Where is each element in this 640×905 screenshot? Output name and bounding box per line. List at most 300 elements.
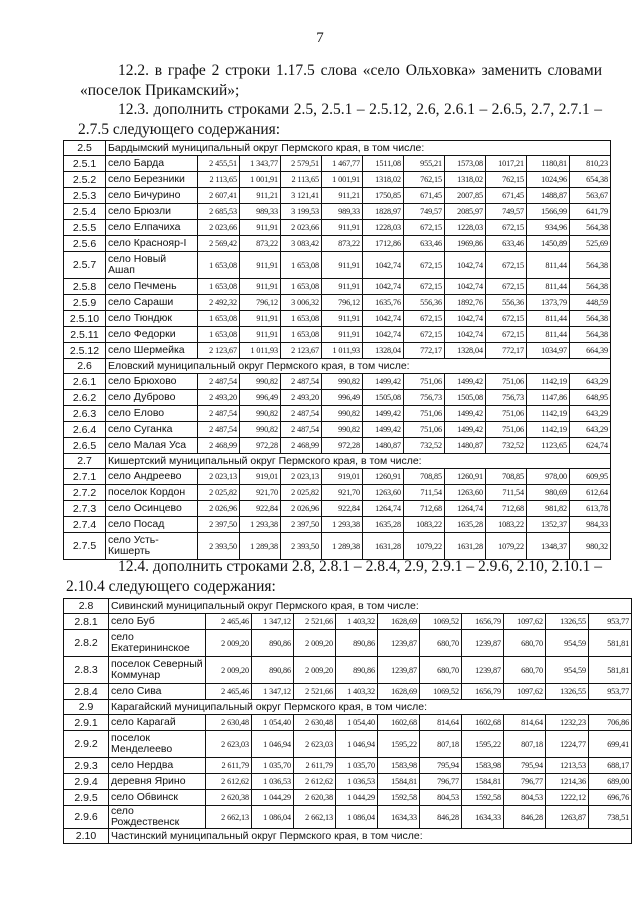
tariff-value: 873,22 bbox=[240, 236, 281, 252]
tariff-value: 564,38 bbox=[570, 220, 611, 236]
tariff-value: 911,21 bbox=[240, 188, 281, 204]
tariff-value: 2 630,48 bbox=[294, 715, 336, 731]
settlement-name: село Усть-Кишерть bbox=[106, 533, 198, 560]
tariff-value: 953,77 bbox=[589, 684, 632, 700]
table-row bbox=[64, 422, 611, 438]
paragraph-line: 12.2. в графе 2 строки 1.17.5 слова «село Ольховка» заменить словами bbox=[118, 62, 602, 79]
settlement-name: село Сива bbox=[109, 684, 206, 700]
tariff-value: 749,57 bbox=[404, 204, 445, 220]
tariff-value: 981,82 bbox=[527, 501, 570, 517]
tariff-value: 1499,42 bbox=[363, 406, 404, 422]
row-code: 2.9.3 bbox=[64, 758, 109, 774]
tariff-value: 1142,19 bbox=[527, 374, 570, 390]
tariff-value: 954,59 bbox=[546, 657, 589, 684]
tariff-value: 689,00 bbox=[589, 774, 632, 790]
tariff-value: 1 653,08 bbox=[198, 327, 240, 343]
table-row bbox=[64, 715, 632, 731]
tariff-value: 2 579,51 bbox=[281, 156, 322, 172]
row-code: 2.8.2 bbox=[64, 630, 109, 657]
tariff-value: 873,22 bbox=[322, 236, 363, 252]
tariff-value: 1142,19 bbox=[527, 422, 570, 438]
tariff-value: 671,45 bbox=[486, 188, 527, 204]
tariff-value: 1 467,77 bbox=[322, 156, 363, 172]
tariff-value: 953,77 bbox=[589, 614, 632, 630]
tariff-value: 2 123,67 bbox=[281, 343, 322, 359]
tariff-value: 846,28 bbox=[420, 806, 462, 829]
tariff-value: 3 199,53 bbox=[281, 204, 322, 220]
tariff-value: 1097,62 bbox=[504, 614, 546, 630]
district-header-row bbox=[64, 700, 632, 715]
tariff-value: 796,12 bbox=[240, 295, 281, 311]
tariff-value: 612,64 bbox=[570, 485, 611, 501]
tariff-value: 934,96 bbox=[527, 220, 570, 236]
row-code: 2.5.3 bbox=[64, 188, 106, 204]
tariff-value: 1 347,12 bbox=[252, 684, 294, 700]
tariff-value: 1595,22 bbox=[378, 731, 420, 758]
tariff-value: 1239,87 bbox=[462, 657, 504, 684]
tariff-value: 2 025,82 bbox=[281, 485, 322, 501]
tariff-value: 1499,42 bbox=[445, 406, 486, 422]
row-code: 2.7 bbox=[64, 454, 106, 469]
settlement-name: поселок Кордон bbox=[106, 485, 198, 501]
tariff-value: 751,06 bbox=[486, 374, 527, 390]
table-row bbox=[64, 172, 611, 188]
tariff-value: 1373,79 bbox=[527, 295, 570, 311]
district-header: Еловский муниципальный округ Пермского края, в том числе: bbox=[106, 359, 611, 374]
tariff-value: 708,85 bbox=[486, 469, 527, 485]
tariff-value: 2 465,46 bbox=[206, 614, 252, 630]
tariff-value: 680,70 bbox=[420, 630, 462, 657]
tariff-value: 2 468,99 bbox=[198, 438, 240, 454]
table-row bbox=[64, 790, 632, 806]
settlement-name: село Федорки bbox=[106, 327, 198, 343]
settlement-name: село Рождественск bbox=[109, 806, 206, 829]
tariff-value: 996,49 bbox=[322, 390, 363, 406]
row-code: 2.5.10 bbox=[64, 311, 106, 327]
tariff-value: 1263,60 bbox=[445, 485, 486, 501]
tariff-value: 890,86 bbox=[336, 657, 378, 684]
settlement-name: село Суганка bbox=[106, 422, 198, 438]
tariff-value: 3 121,41 bbox=[281, 188, 322, 204]
tariff-value: 564,38 bbox=[570, 311, 611, 327]
tariff-value: 911,91 bbox=[322, 252, 363, 279]
table-row bbox=[64, 758, 632, 774]
tariff-value: 1180,81 bbox=[527, 156, 570, 172]
tariff-value: 643,29 bbox=[570, 374, 611, 390]
tariff-value: 1499,42 bbox=[363, 374, 404, 390]
table-row bbox=[64, 684, 632, 700]
row-code: 2.6.5 bbox=[64, 438, 106, 454]
table-row bbox=[64, 327, 611, 343]
tariff-value: 1592,58 bbox=[462, 790, 504, 806]
tariff-value: 564,38 bbox=[570, 279, 611, 295]
tariff-value: 1 001,91 bbox=[322, 172, 363, 188]
tariff-value: 1 086,04 bbox=[252, 806, 294, 829]
tariff-value: 2 009,20 bbox=[294, 630, 336, 657]
tariff-value: 1079,22 bbox=[404, 533, 445, 560]
row-code: 2.6.3 bbox=[64, 406, 106, 422]
tariff-value: 1318,02 bbox=[363, 172, 404, 188]
tariff-value: 2 487,54 bbox=[281, 374, 322, 390]
tariff-value: 1228,03 bbox=[363, 220, 404, 236]
tariff-value: 1480,87 bbox=[445, 438, 486, 454]
settlement-name: село Брюзли bbox=[106, 204, 198, 220]
table-row bbox=[64, 517, 611, 533]
tariff-value: 1 343,77 bbox=[240, 156, 281, 172]
tariff-value: 990,82 bbox=[322, 406, 363, 422]
tariff-value: 772,17 bbox=[486, 343, 527, 359]
tariff-value: 911,91 bbox=[322, 220, 363, 236]
tariff-value: 633,46 bbox=[486, 236, 527, 252]
tariff-value: 1 653,08 bbox=[198, 311, 240, 327]
row-code: 2.5.8 bbox=[64, 279, 106, 295]
tariff-value: 1499,42 bbox=[445, 374, 486, 390]
tariff-value: 556,36 bbox=[404, 295, 445, 311]
settlement-name: село Осинцево bbox=[106, 501, 198, 517]
tariff-value: 1 054,40 bbox=[336, 715, 378, 731]
district-header: Частинский муниципальный округ Пермского края, в том числе: bbox=[109, 829, 632, 844]
tariff-value: 751,06 bbox=[404, 422, 445, 438]
tariff-value: 1 403,32 bbox=[336, 614, 378, 630]
tariff-value: 1232,23 bbox=[546, 715, 589, 731]
tariff-value: 1511,08 bbox=[363, 156, 404, 172]
tariff-value: 814,64 bbox=[420, 715, 462, 731]
tariff-value: 2085,97 bbox=[445, 204, 486, 220]
row-code: 2.7.3 bbox=[64, 501, 106, 517]
tariff-value: 846,28 bbox=[504, 806, 546, 829]
tariff-value: 672,15 bbox=[404, 279, 445, 295]
tariff-value: 2 620,38 bbox=[294, 790, 336, 806]
row-code: 2.6 bbox=[64, 359, 106, 374]
tariff-value: 525,69 bbox=[570, 236, 611, 252]
tariff-value: 711,54 bbox=[486, 485, 527, 501]
tariff-value: 911,91 bbox=[240, 279, 281, 295]
tariff-value: 672,15 bbox=[404, 311, 445, 327]
tariff-value: 2 025,82 bbox=[198, 485, 240, 501]
tariff-value: 672,15 bbox=[486, 279, 527, 295]
tariff-value: 772,17 bbox=[404, 343, 445, 359]
tariff-value: 2 607,41 bbox=[198, 188, 240, 204]
tariff-value: 1584,81 bbox=[378, 774, 420, 790]
district-header: Сивинский муниципальный округ Пермского края, в том числе: bbox=[109, 599, 632, 614]
tariff-value: 807,18 bbox=[504, 731, 546, 758]
district-header: Карагайский муниципальный округ Пермского края, в том числе: bbox=[109, 700, 632, 715]
paragraph-12-2 bbox=[80, 61, 602, 101]
tariff-value: 1 046,94 bbox=[336, 731, 378, 758]
page-number: 7 bbox=[316, 30, 324, 46]
tariff-value: 1712,86 bbox=[363, 236, 404, 252]
tariff-value: 990,82 bbox=[240, 422, 281, 438]
tariff-value: 2 611,79 bbox=[206, 758, 252, 774]
tariff-value: 672,15 bbox=[486, 311, 527, 327]
table-row bbox=[64, 252, 611, 279]
tariff-value: 2 623,03 bbox=[206, 731, 252, 758]
tariff-value: 795,94 bbox=[420, 758, 462, 774]
tariff-value: 955,21 bbox=[404, 156, 445, 172]
district-header-row bbox=[64, 599, 632, 614]
tariff-value: 1042,74 bbox=[363, 311, 404, 327]
table-row bbox=[64, 390, 611, 406]
tariff-value: 2 623,03 bbox=[294, 731, 336, 758]
district-header-row bbox=[64, 141, 611, 156]
tariff-value: 564,38 bbox=[570, 327, 611, 343]
tariff-value: 890,86 bbox=[252, 630, 294, 657]
tariff-value: 1573,08 bbox=[445, 156, 486, 172]
row-code: 2.5.1 bbox=[64, 156, 106, 172]
table-row bbox=[64, 236, 611, 252]
table-row bbox=[64, 188, 611, 204]
district-header-row bbox=[64, 829, 632, 844]
tariff-value: 680,70 bbox=[420, 657, 462, 684]
tariff-value: 1 036,53 bbox=[252, 774, 294, 790]
tariff-value: 1 036,53 bbox=[336, 774, 378, 790]
tariff-value: 811,44 bbox=[527, 252, 570, 279]
settlement-name: село Елово bbox=[106, 406, 198, 422]
row-code: 2.8.3 bbox=[64, 657, 109, 684]
tariff-value: 972,28 bbox=[240, 438, 281, 454]
tariff-value: 1634,33 bbox=[378, 806, 420, 829]
settlement-name: село Екатерининское bbox=[109, 630, 206, 657]
tariff-value: 1 653,08 bbox=[281, 311, 322, 327]
tariff-value: 2 487,54 bbox=[198, 422, 240, 438]
tariff-value: 2 023,66 bbox=[198, 220, 240, 236]
paragraph-line: 2.7.5 следующего содержания: bbox=[78, 121, 281, 138]
tariff-value: 1097,62 bbox=[504, 684, 546, 700]
settlement-name: село Печмень bbox=[106, 279, 198, 295]
tariff-value: 648,95 bbox=[570, 390, 611, 406]
tariff-value: 680,70 bbox=[504, 657, 546, 684]
tariff-value: 613,78 bbox=[570, 501, 611, 517]
tariff-value: 2007,85 bbox=[445, 188, 486, 204]
tariff-value: 1328,04 bbox=[445, 343, 486, 359]
tariff-value: 1602,68 bbox=[378, 715, 420, 731]
tariff-value: 911,91 bbox=[322, 279, 363, 295]
tariff-value: 712,68 bbox=[486, 501, 527, 517]
tariff-value: 922,84 bbox=[322, 501, 363, 517]
tariff-value: 989,33 bbox=[240, 204, 281, 220]
tariff-value: 696,76 bbox=[589, 790, 632, 806]
tariff-value: 738,51 bbox=[589, 806, 632, 829]
tariff-value: 1328,04 bbox=[363, 343, 404, 359]
row-code: 2.8.4 bbox=[64, 684, 109, 700]
tariff-value: 978,00 bbox=[527, 469, 570, 485]
tariff-value: 1450,89 bbox=[527, 236, 570, 252]
tariff-value: 1042,74 bbox=[363, 327, 404, 343]
tariff-value: 1656,79 bbox=[462, 684, 504, 700]
tariff-value: 1584,81 bbox=[462, 774, 504, 790]
table-row bbox=[64, 806, 632, 829]
tariff-value: 732,52 bbox=[486, 438, 527, 454]
settlement-name: село Брюхово bbox=[106, 374, 198, 390]
row-code: 2.6.1 bbox=[64, 374, 106, 390]
table-row bbox=[64, 657, 632, 684]
tariff-value: 1631,28 bbox=[445, 533, 486, 560]
row-code: 2.9.6 bbox=[64, 806, 109, 829]
district-header: Бардымский муниципальный округ Пермского края, в том числе: bbox=[106, 141, 611, 156]
tariff-value: 1 011,93 bbox=[240, 343, 281, 359]
tariff-value: 1 046,94 bbox=[252, 731, 294, 758]
settlement-name: село Березники bbox=[106, 172, 198, 188]
tariff-value: 919,01 bbox=[322, 469, 363, 485]
tariff-value: 1488,87 bbox=[527, 188, 570, 204]
tariff-value: 804,53 bbox=[420, 790, 462, 806]
row-code: 2.5.4 bbox=[64, 204, 106, 220]
tariff-value: 2 009,20 bbox=[206, 630, 252, 657]
tariff-value: 448,59 bbox=[570, 295, 611, 311]
tariff-value: 1631,28 bbox=[363, 533, 404, 560]
tariff-value: 3 006,32 bbox=[281, 295, 322, 311]
tariff-value: 1 653,08 bbox=[281, 279, 322, 295]
tariff-value: 796,77 bbox=[504, 774, 546, 790]
tariff-value: 2 023,66 bbox=[281, 220, 322, 236]
tariff-value: 1 289,38 bbox=[322, 533, 363, 560]
tariff-value: 680,70 bbox=[504, 630, 546, 657]
tariff-value: 563,67 bbox=[570, 188, 611, 204]
tariff-value: 1326,55 bbox=[546, 684, 589, 700]
row-code: 2.7.2 bbox=[64, 485, 106, 501]
tariff-value: 1069,52 bbox=[420, 684, 462, 700]
district-header-row bbox=[64, 454, 611, 469]
settlement-name: село Обвинск bbox=[109, 790, 206, 806]
tariff-value: 1 293,38 bbox=[240, 517, 281, 533]
paragraph-line: 12.4. дополнить строками 2.8, 2.8.1 – 2.8.4, 2.9, 2.9.1 – 2.9.6, 2.10, 2.10.1 – bbox=[118, 558, 602, 575]
tariff-value: 556,36 bbox=[486, 295, 527, 311]
tariff-value: 762,15 bbox=[486, 172, 527, 188]
tariff-value: 1 289,38 bbox=[240, 533, 281, 560]
tariff-value: 1656,79 bbox=[462, 614, 504, 630]
tariff-value: 1079,22 bbox=[486, 533, 527, 560]
settlement-name: село Андреево bbox=[106, 469, 198, 485]
tariff-value: 811,44 bbox=[527, 327, 570, 343]
tariff-value: 664,39 bbox=[570, 343, 611, 359]
row-code: 2.6.4 bbox=[64, 422, 106, 438]
tariff-value: 751,06 bbox=[404, 406, 445, 422]
tariff-value: 654,38 bbox=[570, 172, 611, 188]
tariff-value: 1505,08 bbox=[445, 390, 486, 406]
tariff-value: 1 035,70 bbox=[252, 758, 294, 774]
tariff-value: 2 662,13 bbox=[206, 806, 252, 829]
paragraph-line: 12.3. дополнить строками 2.5, 2.5.1 – 2.5.12, 2.6, 2.6.1 – 2.6.5, 2.7, 2.7.1 – bbox=[118, 101, 602, 118]
tariff-value: 1 086,04 bbox=[336, 806, 378, 829]
tariff-value: 1083,22 bbox=[404, 517, 445, 533]
tariff-value: 2 620,38 bbox=[206, 790, 252, 806]
row-code: 2.5.2 bbox=[64, 172, 106, 188]
tariff-value: 581,81 bbox=[589, 657, 632, 684]
tariff-value: 2 685,53 bbox=[198, 204, 240, 220]
tariff-value: 1634,33 bbox=[462, 806, 504, 829]
table-row bbox=[64, 630, 632, 657]
tariff-value: 1 653,08 bbox=[198, 279, 240, 295]
tariff-value: 990,82 bbox=[322, 374, 363, 390]
tariff-value: 672,15 bbox=[404, 327, 445, 343]
tariff-value: 2 123,67 bbox=[198, 343, 240, 359]
tariff-value: 1499,42 bbox=[445, 422, 486, 438]
tariff-value: 706,86 bbox=[589, 715, 632, 731]
tariff-value: 996,49 bbox=[240, 390, 281, 406]
tariff-value: 1024,96 bbox=[527, 172, 570, 188]
tariff-value: 2 493,20 bbox=[198, 390, 240, 406]
district-header: Кишертский муниципальный округ Пермского края, в том числе: bbox=[106, 454, 611, 469]
tariff-value: 2 397,50 bbox=[198, 517, 240, 533]
tariff-value: 1264,74 bbox=[363, 501, 404, 517]
tariff-value: 1239,87 bbox=[378, 630, 420, 657]
tariff-value: 1142,19 bbox=[527, 406, 570, 422]
tariff-value: 2 113,65 bbox=[198, 172, 240, 188]
tariff-value: 1 293,38 bbox=[322, 517, 363, 533]
tariff-value: 2 023,13 bbox=[281, 469, 322, 485]
tariff-value: 1214,36 bbox=[546, 774, 589, 790]
settlement-name: село Краснояр-I bbox=[106, 236, 198, 252]
settlement-name: село Дуброво bbox=[106, 390, 198, 406]
table-row bbox=[64, 343, 611, 359]
tariff-value: 1505,08 bbox=[363, 390, 404, 406]
tariff-value: 2 113,65 bbox=[281, 172, 322, 188]
tariff-value: 1583,98 bbox=[378, 758, 420, 774]
tariff-value: 2 023,13 bbox=[198, 469, 240, 485]
row-code: 2.5.12 bbox=[64, 343, 106, 359]
tariff-value: 751,06 bbox=[404, 374, 445, 390]
tariff-value: 1 653,08 bbox=[281, 327, 322, 343]
tariff-value: 564,38 bbox=[570, 252, 611, 279]
tariff-value: 922,84 bbox=[240, 501, 281, 517]
tariff-value: 643,29 bbox=[570, 406, 611, 422]
tariff-value: 1 347,12 bbox=[252, 614, 294, 630]
settlement-name: деревня Ярино bbox=[109, 774, 206, 790]
tariff-value: 672,15 bbox=[486, 220, 527, 236]
tariff-value: 708,85 bbox=[404, 469, 445, 485]
settlement-name: село Барда bbox=[106, 156, 198, 172]
tariff-value: 672,15 bbox=[404, 220, 445, 236]
tariff-table-1 bbox=[63, 140, 611, 560]
tariff-value: 980,32 bbox=[570, 533, 611, 560]
tariff-value: 919,01 bbox=[240, 469, 281, 485]
tariff-value: 1123,65 bbox=[527, 438, 570, 454]
tariff-table-2 bbox=[63, 598, 632, 844]
tariff-value: 2 662,13 bbox=[294, 806, 336, 829]
tariff-value: 796,77 bbox=[420, 774, 462, 790]
tariff-value: 1260,91 bbox=[363, 469, 404, 485]
table-row bbox=[64, 279, 611, 295]
tariff-value: 796,12 bbox=[322, 295, 363, 311]
tariff-value: 811,44 bbox=[527, 311, 570, 327]
tariff-value: 1595,22 bbox=[462, 731, 504, 758]
tariff-value: 2 009,20 bbox=[206, 657, 252, 684]
table-row bbox=[64, 774, 632, 790]
tariff-value: 911,91 bbox=[240, 252, 281, 279]
tariff-value: 990,82 bbox=[322, 422, 363, 438]
tariff-value: 1 054,40 bbox=[252, 715, 294, 731]
tariff-value: 711,54 bbox=[404, 485, 445, 501]
tariff-value: 980,69 bbox=[527, 485, 570, 501]
tariff-value: 1264,74 bbox=[445, 501, 486, 517]
tariff-value: 911,21 bbox=[322, 188, 363, 204]
tariff-value: 1213,53 bbox=[546, 758, 589, 774]
row-code: 2.8.1 bbox=[64, 614, 109, 630]
tariff-value: 1224,77 bbox=[546, 731, 589, 758]
tariff-value: 3 083,42 bbox=[281, 236, 322, 252]
tariff-value: 954,59 bbox=[546, 630, 589, 657]
tariff-value: 1042,74 bbox=[445, 252, 486, 279]
row-code: 2.5.9 bbox=[64, 295, 106, 311]
tariff-value: 1592,58 bbox=[378, 790, 420, 806]
paragraph-line: 2.10.4 следующего содержания: bbox=[66, 578, 276, 595]
tariff-value: 1042,74 bbox=[363, 252, 404, 279]
tariff-value: 2 455,51 bbox=[198, 156, 240, 172]
tariff-value: 911,91 bbox=[322, 311, 363, 327]
row-code: 2.9 bbox=[64, 700, 109, 715]
table-row bbox=[64, 469, 611, 485]
tariff-value: 2 026,96 bbox=[198, 501, 240, 517]
